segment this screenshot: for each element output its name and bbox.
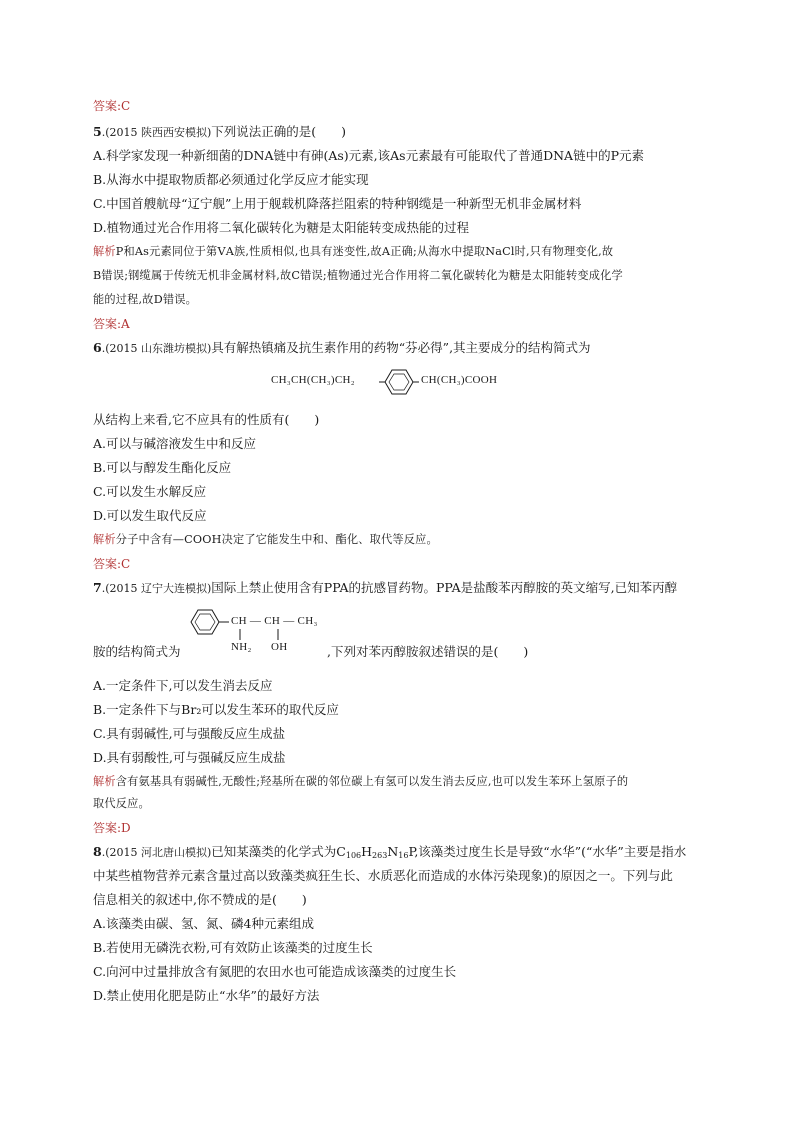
- q6-stem-text: 具有解热镇痛及抗生素作用的药物“芬必得”,其主要成分的结构简式为: [211, 340, 591, 355]
- q5-explanation-line-3: 能的过程,故D错误。: [93, 293, 198, 306]
- q6-option-c: C.可以发生水解反应: [93, 484, 207, 499]
- benzene-ring-icon: [189, 607, 229, 637]
- q7-stem-text: 国际上禁止使用含有PPA的抗感冒药物。PPA是盐酸苯丙醇胺的英文缩写,已知苯丙醇: [211, 580, 678, 595]
- q5-stem-text: 下列说法正确的是( ): [211, 124, 347, 139]
- q7-explanation-line-2: 取代反应。: [93, 797, 150, 810]
- q6-explanation-text: 分子中含有—COOH决定了它能发生中和、酯化、取代等反应。: [115, 533, 438, 546]
- q6-formula-right: CH(CH₃)COOH: [421, 374, 498, 386]
- q7-source: .(2015 辽宁大连模拟): [101, 582, 212, 595]
- q8-stem-c: N: [387, 844, 399, 859]
- q5-explanation-label: 解析: [93, 245, 116, 258]
- q7-struct-oh: OH: [271, 641, 288, 653]
- q7-stem: [93, 580, 677, 597]
- q5-number: 5: [93, 124, 102, 139]
- q8-stem-b: H: [361, 844, 373, 859]
- q7-answer: 答案:D: [93, 821, 131, 835]
- q5-explanation-line-2: B错误;钢缆属于传统无机非金属材料,故C错误;植物通过光合作用将二氧化碳转化为糖是太阳能转变成化学: [93, 269, 623, 282]
- q6-question: 从结构上来看,它不应具有的性质有( ): [93, 412, 320, 427]
- q8-sub-n: 16: [398, 851, 409, 860]
- q6-source: .(2015 山东潍坊模拟): [101, 342, 212, 355]
- benzene-ring-icon: [379, 366, 419, 398]
- q5-explanation-text-1: P和As元素同位于第ⅤA族,性质相似,也具有迷变性,故A正确;从海水中提取NaCl时,只有物理变化,故: [115, 245, 614, 258]
- q7-explanation-text-1: 含有氨基具有弱碱性,无酸性;羟基所在碳的邻位碳上有氢可以发生消去反应,也可以发生苯环上氢原子的: [115, 775, 629, 788]
- q5-explanation-line-1: [93, 244, 613, 260]
- q6-option-b: B.可以与醇发生酯化反应: [93, 460, 232, 475]
- q6-stem: [93, 340, 591, 357]
- q8-option-c: C.向河中过量排放含有氮肥的农田水也可能造成该藻类的过度生长: [93, 964, 457, 979]
- q5-option-a: A.科学家发现一种新细菌的DNA链中有砷(As)元素,该As元素最有可能取代了普通DNA链中的P元素: [93, 148, 644, 163]
- q8-option-a: A.该藻类由碳、氢、氮、磷4种元素组成: [93, 916, 314, 931]
- q8-stem-line-2: 中某些植物营养元素含量过高以致藻类疯狂生长、水质恶化而造成的水体污染现象)的原因之一。下列与此: [93, 868, 673, 883]
- q8-sub-c: 106: [345, 851, 362, 860]
- bond-lines-icon: [235, 629, 295, 641]
- q6-formula-left: CH₃CH(CH₃)CH₂: [271, 374, 355, 386]
- q7-option-c: C.具有弱碱性,可与强酸反应生成盐: [93, 726, 286, 741]
- q7-stem-line-2a: 胺的结构简式为: [93, 644, 181, 659]
- q8-stem-line-3: 信息相关的叙述中,你不赞成的是( ): [93, 892, 307, 907]
- q7-stem-line-2b: ,下列对苯丙醇胺叙述错误的是( ): [327, 644, 529, 659]
- q8-sub-h: 263: [372, 851, 388, 860]
- q6-option-d: D.可以发生取代反应: [93, 508, 207, 523]
- q5-option-d: D.植物通过光合作用将二氧化碳转化为糖是太阳能转变成热能的过程: [93, 220, 470, 235]
- q7-number: 7: [93, 580, 102, 595]
- q4-answer: 答案:C: [93, 99, 131, 113]
- q7-explanation-line-1: [93, 774, 628, 790]
- q8-option-b: B.若使用无磷洗衣粉,可有效防止该藻类的过度生长: [93, 940, 373, 955]
- q8-source: .(2015 河北唐山模拟): [101, 846, 212, 859]
- q7-structure: [189, 605, 339, 657]
- q5-answer: 答案:A: [93, 317, 130, 331]
- q8-stem-a: 已知某藻类的化学式为C: [211, 844, 346, 859]
- q8-stem-d: P,该藻类过度生长是导致“水华”(“水华”主要是指水: [408, 844, 687, 859]
- q7-option-d: D.具有弱酸性,可与强碱反应生成盐: [93, 750, 286, 765]
- q7-struct-nh2: NH₂: [231, 641, 252, 653]
- q8-option-d: D.禁止使用化肥是防止“水华”的最好方法: [93, 988, 320, 1003]
- q6-structure: [271, 366, 531, 398]
- q8-stem: [93, 844, 686, 861]
- q5-source: .(2015 陕西西安模拟): [101, 126, 212, 139]
- q6-explanation-label: 解析: [93, 533, 116, 546]
- q6-explanation: [93, 532, 438, 548]
- q6-option-a: A.可以与碱溶液发生中和反应: [93, 436, 257, 451]
- q5-stem: [93, 124, 346, 141]
- q7-explanation-label: 解析: [93, 775, 116, 788]
- q6-number: 6: [93, 340, 102, 355]
- q7-struct-chain: CH — CH — CH₃: [231, 615, 318, 627]
- q6-answer: 答案:C: [93, 557, 131, 571]
- q5-option-c: C.中国首艘航母“辽宁舰”上用于舰载机降落拦阻索的特种钢缆是一种新型无机非金属材料: [93, 196, 582, 211]
- q7-option-a: A.一定条件下,可以发生消去反应: [93, 678, 273, 693]
- q8-number: 8: [93, 844, 102, 859]
- q7-option-b: B.一定条件下与Br₂可以发生苯环的取代反应: [93, 702, 339, 717]
- q5-option-b: B.从海水中提取物质都必须通过化学反应才能实现: [93, 172, 369, 187]
